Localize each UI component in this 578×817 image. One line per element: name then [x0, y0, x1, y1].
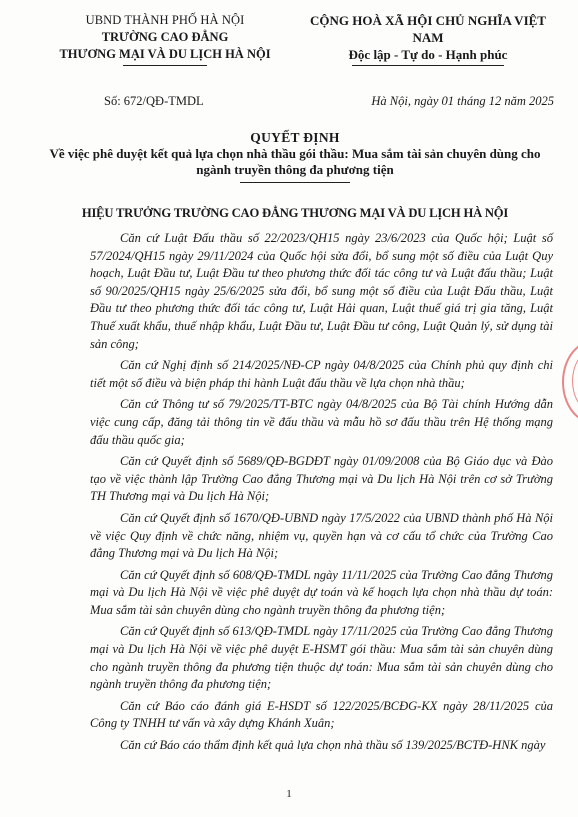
basis-paragraph: Căn cứ Nghị định số 214/2025/NĐ-CP ngày 04/8/2025 của Chính phủ quy định chi tiết một số điều và biện pháp thi hành Luật đấu thầu về lựa chọn nhà thầu;: [90, 358, 553, 390]
issuing-agency-header: [40, 12, 290, 66]
agency-name-line1: TRƯỜNG CAO ĐẲNG: [101, 30, 229, 44]
agency-name-line2: THƯƠNG MẠI VÀ DU LỊCH HÀ NỘI: [59, 47, 271, 61]
basis-paragraph: Căn cứ Báo cáo thẩm định kết quả lựa chọn nhà thầu số 139/2025/BCTĐ-HNK ngày: [120, 738, 546, 753]
motto-underline: [352, 65, 504, 66]
agency-parent: UBND THÀNH PHỐ HÀ NỘI: [85, 13, 245, 27]
issuing-authority: HIỆU TRƯỞNG TRƯỜNG CAO ĐẲNG THƯƠNG MẠI VÀ DU LỊCH HÀ NỘI: [81, 206, 509, 220]
document-body: [90, 230, 553, 759]
seal-inner-ring: [572, 350, 578, 412]
document-title: [40, 130, 550, 183]
basis-paragraph: Căn cứ Thông tư số 79/2025/TT-BTC ngày 04/8/2025 của Bộ Tài chính Hướng dẫn việc cung cấp, đăng tải thông tin về đấu thầu và mẫu hồ sơ đấu thầu trên Hệ thống mạng đấu thầu quốc gia;: [90, 397, 553, 447]
title-heading: QUYẾT ĐỊNH: [250, 130, 340, 145]
basis-paragraph: Căn cứ Luật Đấu thầu số 22/2023/QH15 ngày 23/6/2023 của Quốc hội; Luật số 57/2024/QH15 ngày 29/11/2024 của Quốc hội sửa đổi, bổ sung một số điều của Luật Quy hoạch, Luật Đầu tư, Luật Đầu tư theo phương thức đối tác công tư và Luật đấu thầu; Luật số 90/2025/QH15 ngày 25/6/2025 sửa đổi, bổ sung một số điều của Luật Đấu thầu, Luật Đầu tư theo phương thức đối tác công tư, Luật Hải quan, Luật thuế giá trị gia tăng, Luật Thuế xuất khẩu, thuế nhập khẩu, Luật Đầu tư, Luật Đầu tư công, Luật Quản lý, sử dụng tài sản công;: [90, 231, 553, 351]
basis-paragraph: Căn cứ Quyết định số 1670/QĐ-UBND ngày 17/5/2022 của UBND thành phố Hà Nội về việc Quy định về chức năng, nhiệm vụ, quyền hạn và cơ cấu tổ chức của Trường Cao đẳng Thương mại và Du lịch Hà Nội;: [90, 510, 553, 561]
page-number: 1: [286, 788, 292, 800]
basis-paragraph: Căn cứ Báo cáo đánh giá E-HSDT số 122/2025/BCĐG-KX ngày 28/11/2025 của Công ty TNHH tư vấn và xây dựng Khánh Xuân;: [90, 698, 553, 731]
basis-paragraph: Căn cứ Quyết định số 613/QĐ-TMDL ngày 17/11/2025 của Trường Cao đẳng Thương mại và Du lịch Hà Nội về việc phê duyệt E-HSMT gói thầu: Mua sắm tài sản chuyên dùng cho ngành truyền thông đa phương tiện thuộc dự toán: Mua sắm tài sản chuyên dùng cho ngành truyền thông đa phương tiện;: [90, 624, 553, 692]
red-seal-stamp: [562, 340, 578, 424]
agency-underline: [123, 65, 207, 66]
place-date: Hà Nội, ngày 01 tháng 12 năm 2025: [371, 94, 554, 108]
title-subject-line2: ngành truyền thông đa phương tiện: [196, 162, 394, 177]
title-subject-line1: Về việc phê duyệt kết quả lựa chọn nhà thầu gói thầu: Mua sắm tài sản chuyên dùng cho: [49, 146, 541, 161]
document-number: Số: 672/QĐ-TMDL: [104, 94, 204, 108]
national-motto-header: [297, 12, 559, 66]
national-motto: Độc lập - Tự do - Hạnh phúc: [348, 47, 508, 62]
basis-paragraph: Căn cứ Quyết định số 608/QĐ-TMDL ngày 11/11/2025 của Trường Cao đẳng Thương mại và Du lịch Hà Nội về việc phê duyệt dự toán và kế hoạch lựa chọn nhà thầu dự toán: Mua sắm tài sản chuyên dùng cho ngành truyền thông đa phương tiện;: [90, 567, 553, 617]
title-underline: [240, 182, 350, 183]
basis-paragraph: Căn cứ Quyết định số 5689/QĐ-BGDĐT ngày 01/09/2008 của Bộ Giáo dục và Đào tạo về việc thành lập Trường Cao đẳng Thương mại và Du lịch Hà Nội trên cơ sở Trường TH Thương mại và Du lịch Hà Nội;: [90, 454, 553, 504]
country-name: CỘNG HOÀ XÃ HỘI CHỦ NGHĨA VIỆT NAM: [310, 13, 546, 45]
